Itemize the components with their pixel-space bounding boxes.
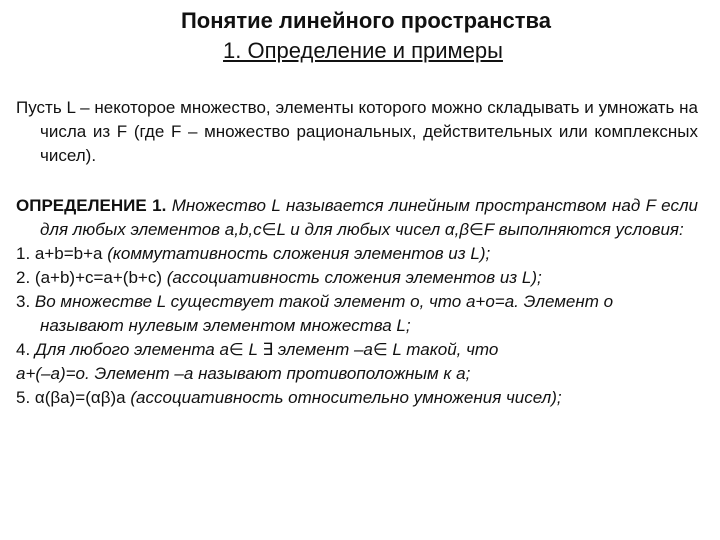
axiom-number: 3.: [16, 292, 35, 311]
axiom-formula: α(βa)=(αβ)a: [34, 388, 126, 407]
axiom-number: 4.: [16, 340, 35, 359]
page-title: Понятие линейного пространства: [180, 8, 552, 33]
definition-body: Множество L называется линейным пространством над F если для любых элементов a,b,c∈L и для любых чисел α,β∈F выполняются условия:: [40, 196, 698, 239]
slide-body: [16, 96, 698, 410]
axiom-description: (коммутативность сложения элементов из L);: [102, 244, 491, 263]
slide-header: [0, 6, 720, 66]
axiom-description: Во множестве L существует такой элемент o, что a+o=a. Элемент o называют нулевым элементом множества L;: [34, 292, 614, 335]
axiom-item: [16, 338, 698, 362]
axiom-formula: (a+b)+c=a+(b+c): [34, 268, 163, 287]
axiom-number: 5.: [16, 388, 35, 407]
axiom-item: [16, 242, 698, 266]
axiom-number: 2.: [16, 268, 35, 287]
axiom-number: 1.: [16, 244, 35, 263]
axiom-description: Для любого элемента a∈ L ∃ элемент –a∈ L такой, что: [34, 340, 499, 359]
intro-paragraph: Пусть L – некоторое множество, элементы которого можно складывать и умножать на числа из F (где F – множество рациональных, действительных или комплексных чисел).: [16, 98, 698, 165]
axiom-item: [16, 386, 698, 410]
axiom-item: [16, 290, 698, 338]
axiom-formula: a+b=b+a: [34, 244, 103, 263]
definition-paragraph: [16, 194, 698, 242]
axiom-item: [16, 266, 698, 290]
spacer: [16, 168, 698, 194]
axiom-description: (ассоциативность сложения элементов из L);: [162, 268, 542, 287]
definition-heading: ОПРЕДЕЛЕНИЕ 1.: [16, 196, 167, 215]
axiom-description: (ассоциативность относительно умножения чисел);: [125, 388, 562, 407]
axiom-continuation: a+(–a)=o. Элемент –a называют противоположным к a;: [16, 364, 471, 383]
page-subtitle: 1. Определение и примеры: [223, 38, 503, 63]
